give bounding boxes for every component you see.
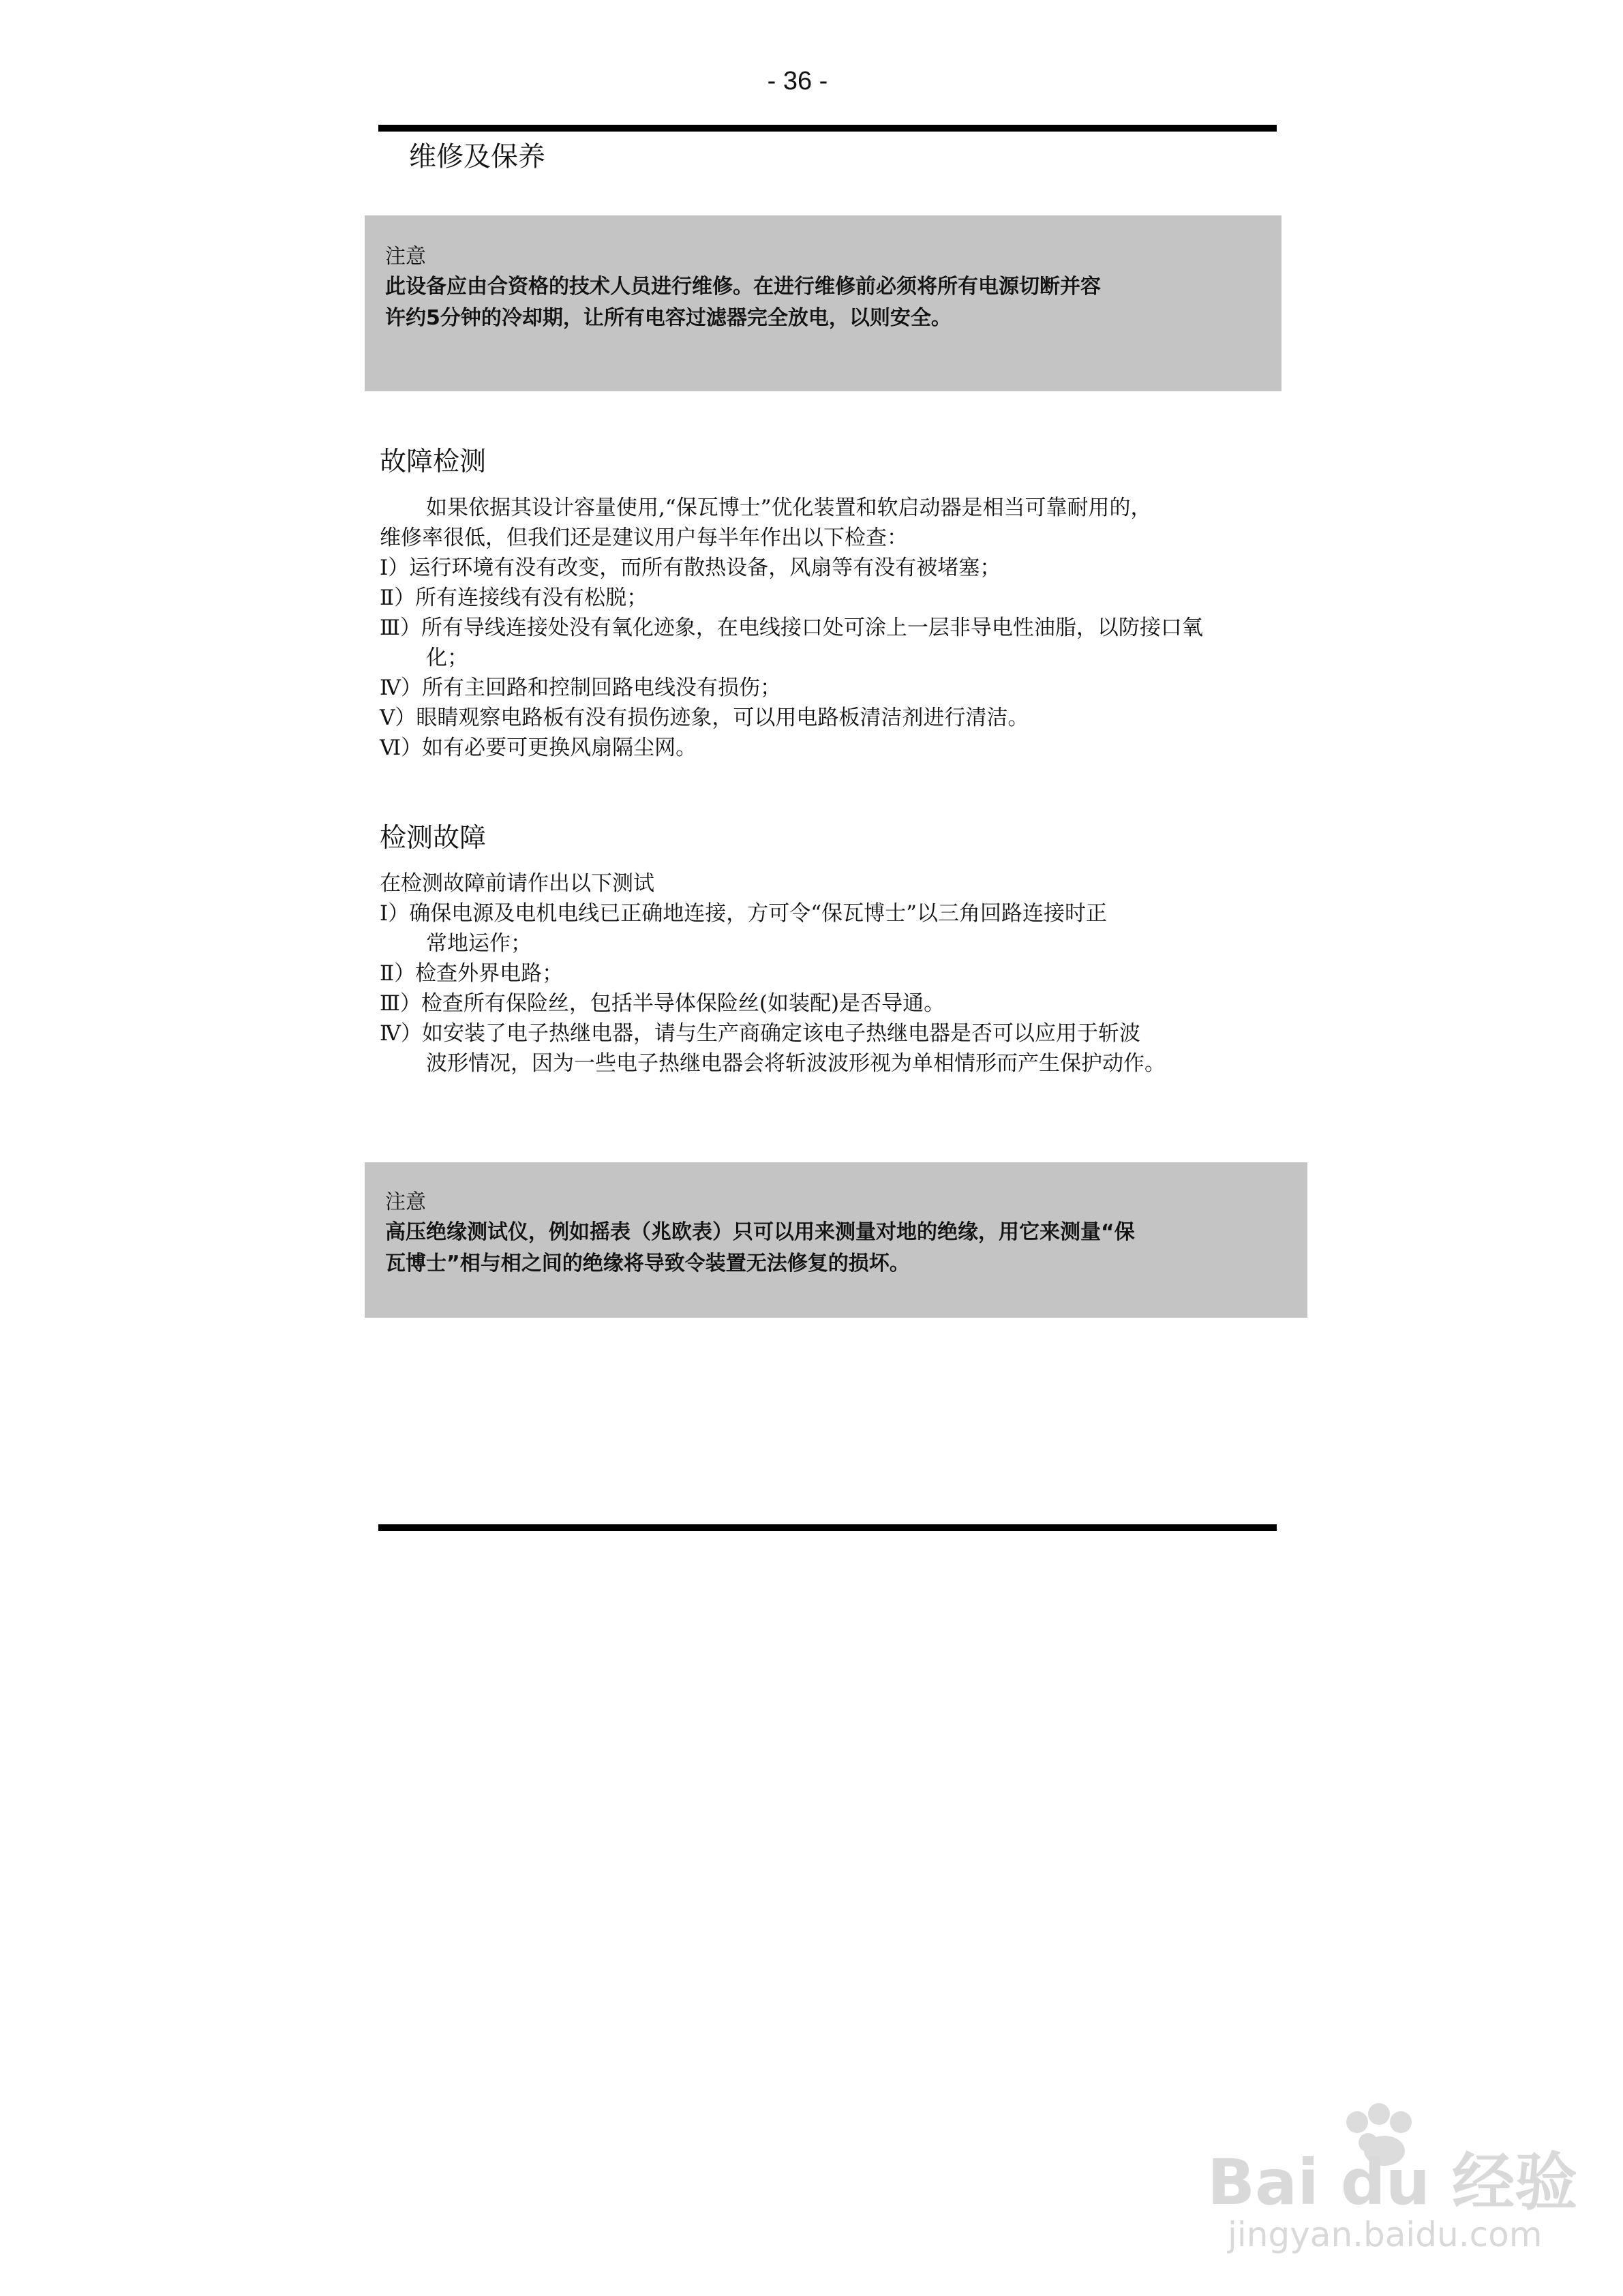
header-rule <box>378 125 1277 132</box>
section-heading-troubleshooting: 检测故障 <box>380 823 487 854</box>
list-item: Ⅳ）如安装了电子热继电器，请与生产商确定该电子热继电器是否可以应用于斩波 <box>380 1021 1140 1046</box>
list-item: Ⅴ）眼睛观察电路板有没有损伤迹象，可以用电路板清洁剂进行清洁。 <box>380 706 1029 730</box>
paragraph-line: 维修率很低，但我们还是建议用户每半年作出以下检查： <box>380 526 908 550</box>
caution-text-line: 许约5分钟的冷却期，让所有电容过滤器完全放电，以则安全。 <box>385 306 952 330</box>
list-item: Ⅲ）检查所有保险丝，包括半导体保险丝(如装配)是否导通。 <box>380 991 945 1016</box>
warning-text-line: 瓦博士”相与相之间的绝缘将导致令装置无法修复的损坏。 <box>385 1252 910 1275</box>
list-item: Ⅱ）所有连接线有没有松脱； <box>380 586 648 610</box>
troubleshooting-text <box>380 868 1361 1078</box>
chapter-title: 维修及保养 <box>409 141 545 172</box>
page-number: - 36 - <box>767 67 828 95</box>
baidu-watermark <box>1200 2095 1582 2259</box>
watermark-brand: Bai du 经验 <box>1207 2146 1578 2219</box>
watermark-url: jingyan.baidu.com <box>1228 2215 1543 2254</box>
fault-inspection-text <box>380 493 1361 763</box>
warning-label: 注意 <box>385 1190 426 1214</box>
list-item: Ⅲ）所有导线连接处没有氧化迹象，在电线接口处可涂上一层非导电性油脂，以防接口氧 <box>380 616 1203 640</box>
list-item: Ⅰ）确保电源及电机电线已正确地连接，方可令“保瓦博士”以三角回路连接时正 <box>380 901 1107 926</box>
list-item: Ⅰ）运行环境有没有改变，而所有散热设备，风扇等有没有被堵塞； <box>380 556 1001 580</box>
paragraph-line: 在检测故障前请作出以下测试 <box>380 871 654 896</box>
warning-text-line: 高压绝缘测试仪，例如摇表（兆欧表）只可以用来测量对地的绝缘，用它来测量“保 <box>385 1220 1135 1244</box>
list-item-continuation: 常地运作； <box>426 931 532 956</box>
paragraph-line: 如果依据其设计容量使用,“保瓦博士”优化装置和软启动器是相当可靠耐用的， <box>426 496 1152 520</box>
footer-rule <box>378 1524 1277 1531</box>
list-item-continuation: 波形情况，因为一些电子热继电器会将斩波波形视为单相情形而产生保护动作。 <box>426 1051 1166 1076</box>
caution-box <box>365 215 1281 391</box>
list-item-continuation: 化； <box>426 646 468 670</box>
caution-label: 注意 <box>385 245 426 269</box>
section-heading-fault-inspection: 故障检测 <box>380 447 487 477</box>
list-item: Ⅱ）检查外界电路； <box>380 961 564 986</box>
list-item: Ⅵ）如有必要可更换风扇隔尘网。 <box>380 736 697 760</box>
caution-text-line: 此设备应由合资格的技术人员进行维修。在进行维修前必须将所有电源切断并容 <box>385 275 1101 299</box>
warning-box <box>365 1162 1307 1318</box>
list-item: Ⅳ）所有主回路和控制回路电线没有损伤； <box>380 676 781 700</box>
